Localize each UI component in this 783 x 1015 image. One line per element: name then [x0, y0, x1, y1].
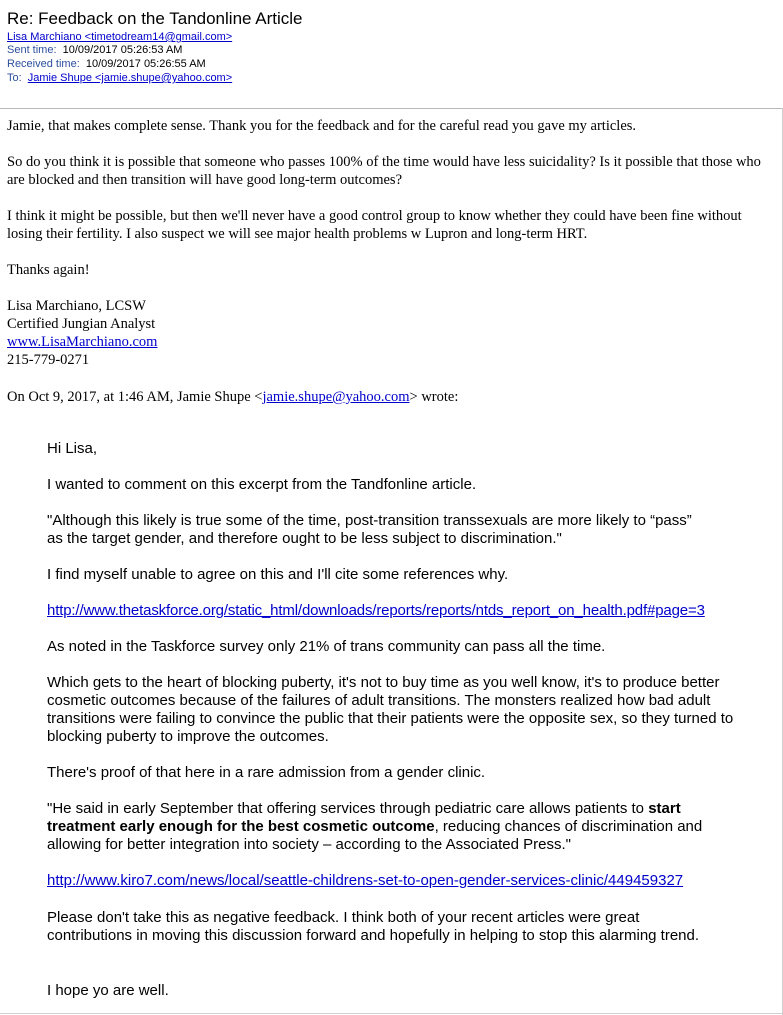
quoted-paragraph-2: I find myself unable to agree on this and I'll cite some references why.: [47, 566, 509, 583]
quoted-paragraph-5: There's proof of that here in a rare admission from a gender clinic.: [47, 764, 486, 781]
quoted-excerpt: "Although this likely is true some of the time, post-transition transsexuals are more likely to “pass” as the target gender, and therefore ought to be less subject to discrimination.": [47, 512, 692, 547]
received-time-value: 10/09/2017 05:26:55 AM: [85, 58, 206, 70]
clinic-excerpt-end: , reducing chances of discrimination and allowing for better integration into society – according to the Associated Press.": [47, 818, 703, 853]
to-link[interactable]: Jamie Shupe <jamie.shupe@yahoo.com>: [27, 72, 233, 84]
quoted-link-taskforce: [47, 602, 772, 620]
from-link[interactable]: Lisa Marchiano <timetodream14@gmail.com>: [7, 31, 233, 43]
quoted-greeting: Hi Lisa,: [47, 440, 98, 457]
email-header: [0, 0, 783, 109]
quoted-paragraph-4: Which gets to the heart of blocking puberty, it's not to buy time as you well know, it's to produce better cosmetic outcomes because of the failures of adult transitions. The monsters realized how bad adult transitions were failing to convince the public that their patients were the opposite sex, so they turned to blocking puberty to improve the outcomes.: [47, 674, 734, 745]
quoted-paragraph-3: As noted in the Taskforce survey only 21% of trans community can pass all the time.: [47, 638, 606, 655]
sent-time-line: [7, 44, 182, 57]
quoted-clinic-excerpt: [47, 800, 737, 854]
bottom-border: [0, 1013, 783, 1014]
clinic-excerpt-start: "He said in early September that offering services through pediatric care allows patients to: [47, 800, 649, 817]
attribution-email-link[interactable]: jamie.shupe@yahoo.com: [262, 389, 410, 405]
taskforce-report-link[interactable]: http://www.thetaskforce.org/static_html/downloads/reports/reports/ntds_report_on_health.pdf#page=3: [47, 602, 705, 619]
to-line: [7, 72, 232, 85]
quoted-link-kiro7: [47, 872, 772, 890]
reply-paragraph-3: I think it might be possible, but then we'll never have a good control group to know whether they could have been fine without losing their fertility. I also suspect we will see major health problems w Lupron and long-term HRT.: [7, 208, 742, 242]
reply-paragraph-1: Jamie, that makes complete sense. Thank you for the feedback and for the careful read you gave my articles.: [7, 118, 637, 134]
reply-thanks: Thanks again!: [7, 262, 90, 278]
received-time-label: Received time:: [7, 58, 80, 70]
attribution-prefix: On Oct 9, 2017, at 1:46 AM, Jamie Shupe <: [7, 389, 263, 405]
clinic-excerpt-bold: start treatment early enough for the best cosmetic outcome: [47, 800, 681, 835]
quoted-paragraph-1: I wanted to comment on this excerpt from the Tandfonline article.: [47, 476, 477, 493]
signature-phone: 215-779-0271: [7, 352, 90, 368]
sent-time-value: 10/09/2017 05:26:53 AM: [62, 44, 183, 56]
sent-time-label: Sent time:: [7, 44, 57, 56]
signature-website: [7, 333, 157, 351]
from-line: [7, 31, 232, 44]
received-time-line: [7, 58, 206, 71]
quoted-paragraph-6: Please don't take this as negative feedback. I think both of your recent articles were great contributions in moving this discussion forward and hopefully in helping to stop this alarming trend.: [47, 909, 700, 944]
signature-name: Lisa Marchiano, LCSW: [7, 298, 146, 314]
to-label: To:: [7, 72, 22, 84]
reply-attribution: [7, 388, 458, 406]
signature-website-link[interactable]: www.LisaMarchiano.com: [7, 334, 158, 350]
signature-title: Certified Jungian Analyst: [7, 316, 156, 332]
reply-paragraph-2: So do you think it is possible that someone who passes 100% of the time would have less suicidality? Is it possible that those who are blocked and then transition will have good long-term outcomes?: [7, 154, 761, 188]
email-subject: Re: Feedback on the Tandonline Article: [7, 9, 303, 28]
kiro7-article-link[interactable]: http://www.kiro7.com/news/local/seattle-childrens-set-to-open-gender-services-clinic/449459327: [47, 872, 684, 889]
quoted-closing: I hope yo are well.: [47, 982, 169, 999]
attribution-suffix: > wrote:: [409, 389, 459, 405]
